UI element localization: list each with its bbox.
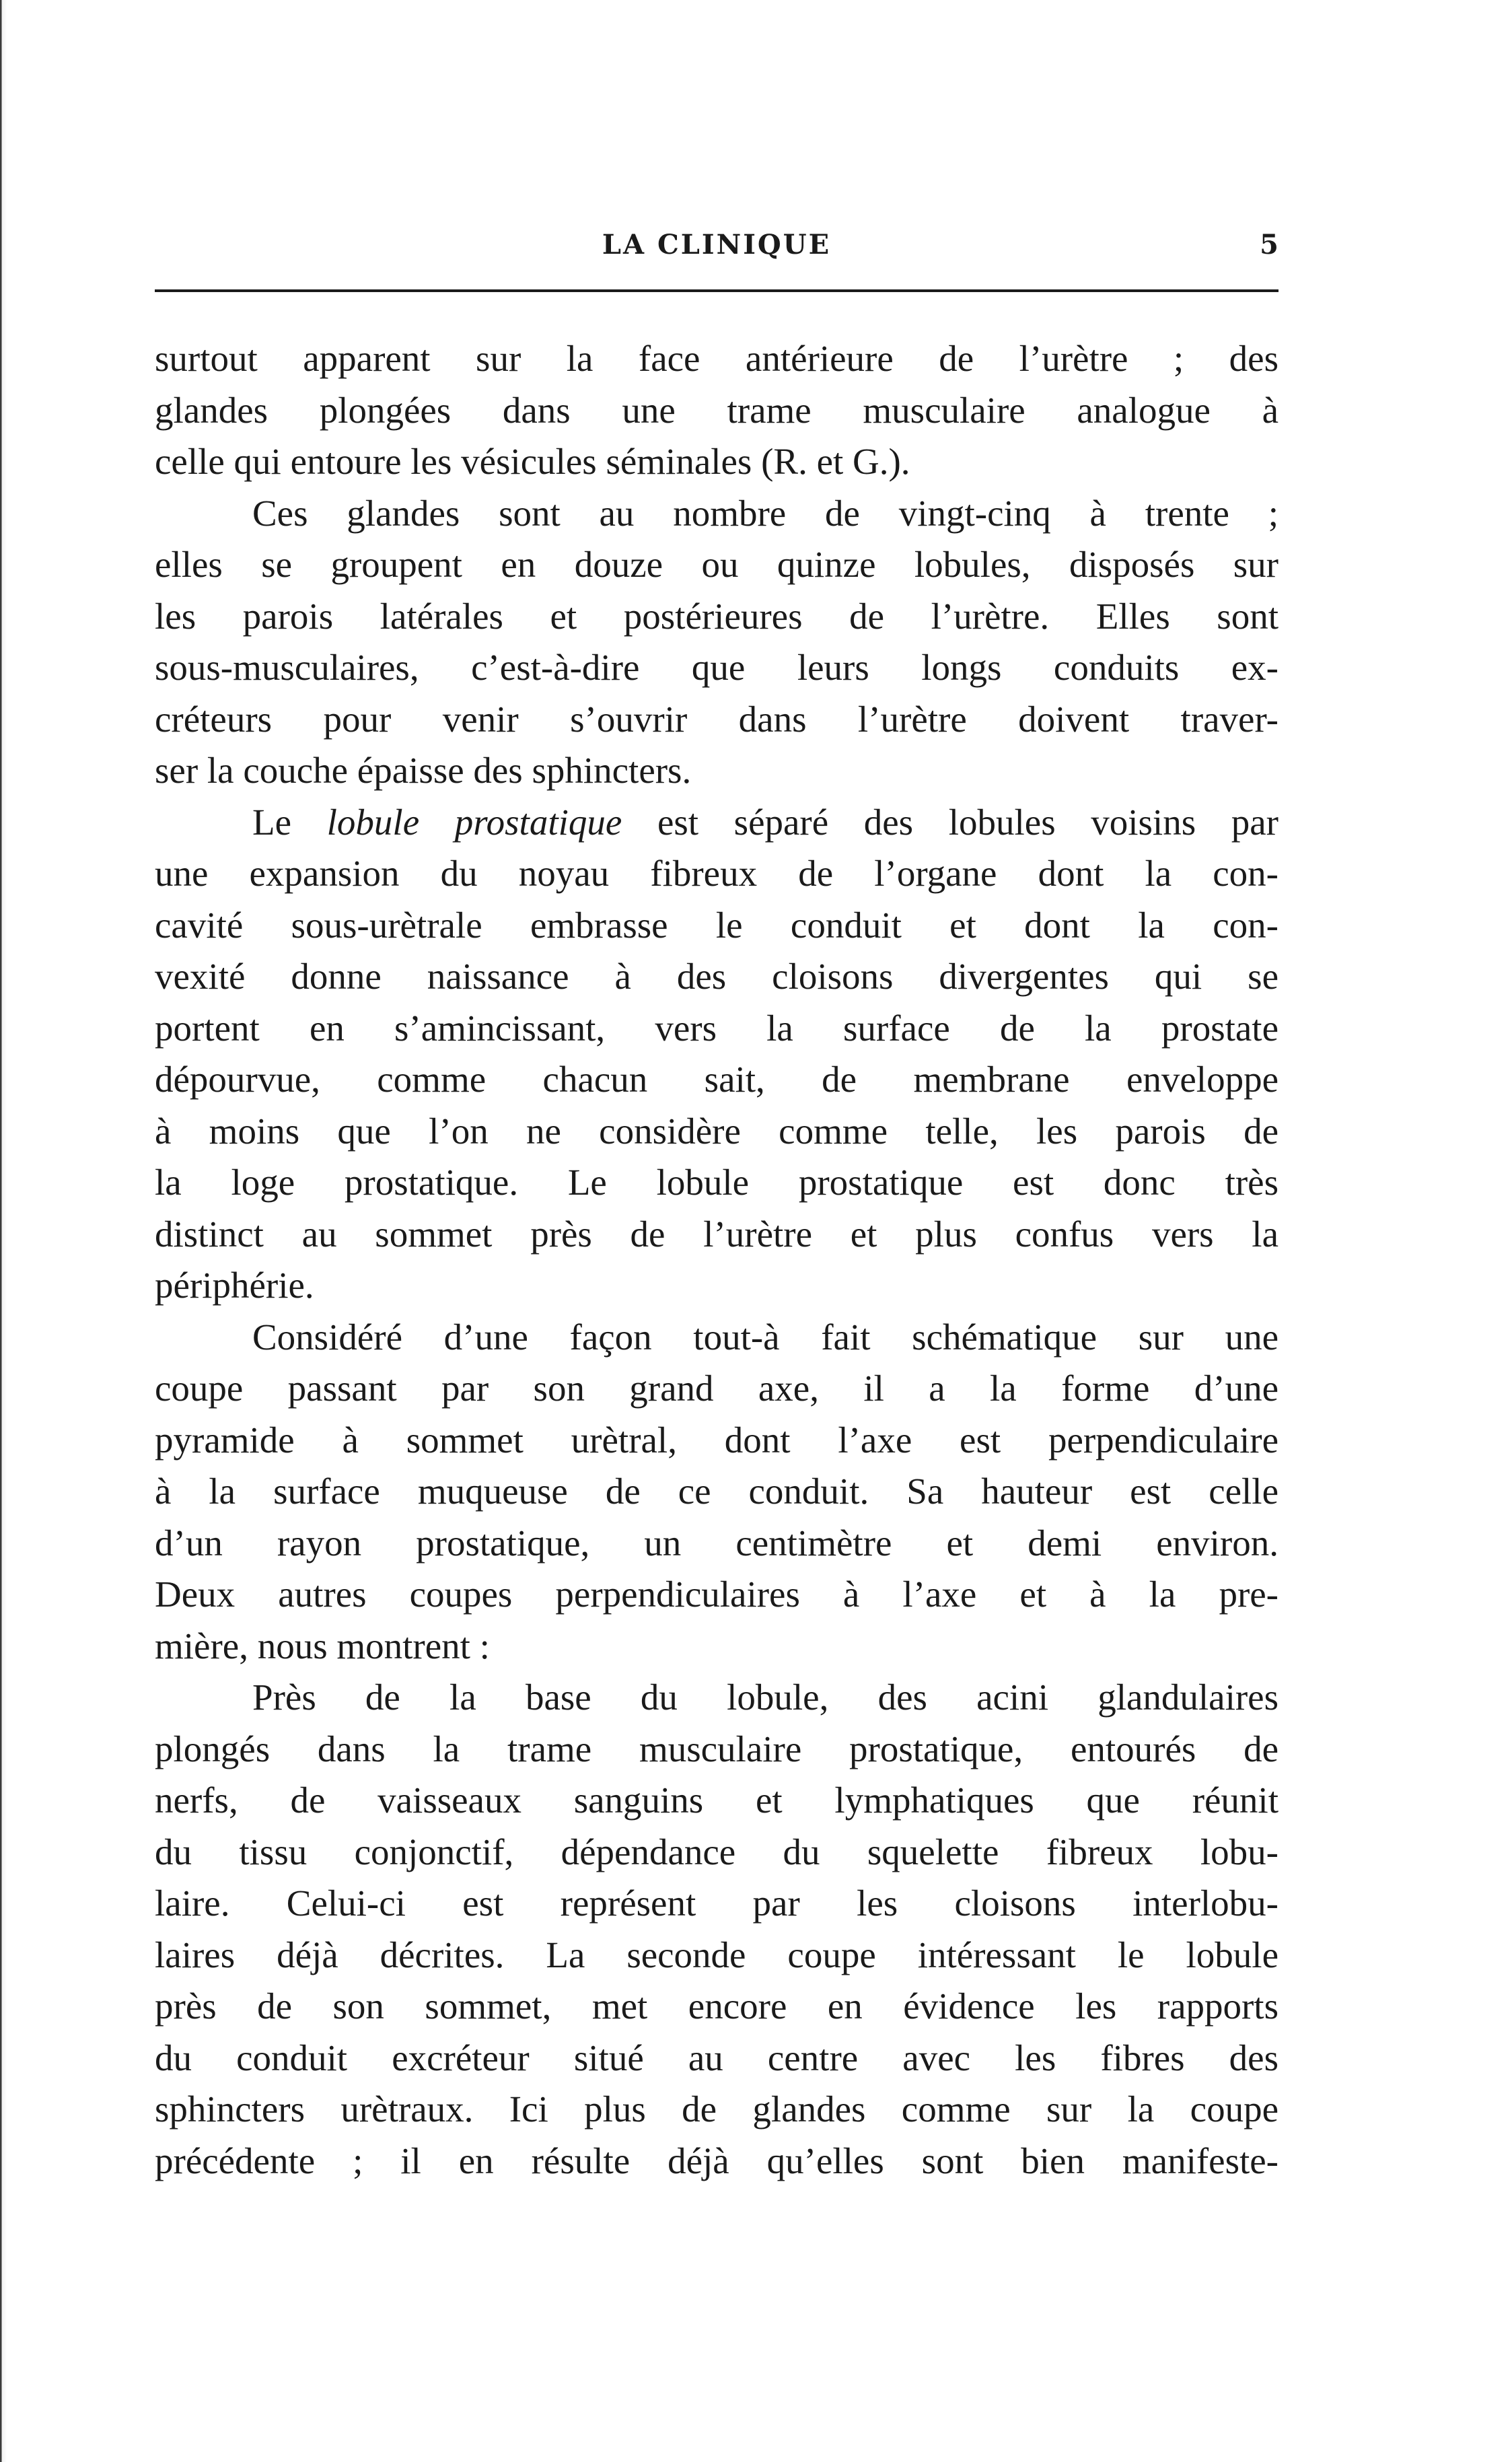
italic-term: lobule prostatique [326, 801, 622, 843]
text-line: périphérie. [155, 1265, 314, 1306]
text-line: vexité donne naissance à des cloisons divergentes qui se [155, 956, 1279, 997]
text-line: sous-musculaires, c’est-à-dire que leurs longs conduits ex- [155, 647, 1279, 688]
text-line: elles se groupent en douze ou quinze lobules, disposés sur [155, 544, 1279, 585]
text-line: Deux autres coupes perpendiculaires à l’axe et à la pre- [155, 1574, 1279, 1615]
text-line: du tissu conjonctif, dépendance du squelette fibreux lobu- [155, 1831, 1279, 1872]
text-line: d’un rayon prostatique, un centimètre et demi environ. [155, 1522, 1279, 1563]
text-line: Considéré d’une façon tout-à fait schématique sur une [252, 1316, 1279, 1358]
scan-edge [0, 0, 7, 2462]
text-line: laire. Celui-ci est représent par les cloisons interlobu- [155, 1883, 1279, 1924]
text-run: est séparé des lobules voisins par [622, 801, 1279, 843]
text-line: une expansion du noyau fibreux de l’organe dont la con- [155, 853, 1279, 894]
text-line: créteurs pour venir s’ouvrir dans l’urètre doivent traver- [155, 698, 1279, 740]
text-line: laires déjà décrites. La seconde coupe intéressant le lobule [155, 1934, 1279, 1975]
header-rule [155, 289, 1279, 292]
body-text [155, 333, 1279, 2187]
text-line: plongés dans la trame musculaire prostatique, entourés de [155, 1728, 1279, 1769]
text-line: les parois latérales et postérieures de l’urètre. Elles sont [155, 595, 1279, 637]
text-line: celle qui entoure les vésicules séminales (R. et G.). [155, 441, 910, 482]
running-title: LA CLINIQUE [602, 229, 832, 260]
text-line: dépourvue, comme chacun sait, de membrane enveloppe [155, 1059, 1279, 1100]
text-line: glandes plongées dans une trame musculaire analogue à [155, 389, 1279, 431]
text-run: Le [252, 801, 327, 843]
text-line: Ces glandes sont au nombre de vingt-cinq à trente ; [252, 492, 1279, 534]
text-line: près de son sommet, met encore en évidence les rapports [155, 1985, 1279, 2027]
text-line: la loge prostatique. Le lobule prostatique est donc très [155, 1162, 1279, 1203]
text-line: surtout apparent sur la face antérieure de l’urètre ; des [155, 338, 1279, 379]
text-line: à la surface muqueuse de ce conduit. Sa hauteur est celle [155, 1471, 1279, 1512]
text-line: précédente ; il en résulte déjà qu’elles sont bien manifeste- [155, 2140, 1279, 2181]
text-line: du conduit excréteur situé au centre avec les fibres des [155, 2037, 1279, 2078]
text-line: Près de la base du lobule, des acini glandulaires [252, 1677, 1279, 1718]
page-number: 5 [1260, 229, 1279, 260]
text-line: pyramide à sommet urètral, dont l’axe est perpendiculaire [155, 1419, 1279, 1461]
text-line: sphincters urètraux. Ici plus de glandes comme sur la coupe [155, 2088, 1279, 2130]
text-line: portent en s’amincissant, vers la surface de la prostate [155, 1007, 1279, 1049]
book-page [155, 0, 1279, 2462]
running-head [155, 229, 1279, 269]
text-line: mière, nous montrent : [155, 1625, 490, 1666]
text-line: ser la couche épaisse des sphincters. [155, 750, 692, 791]
text-line: coupe passant par son grand axe, il a la forme d’une [155, 1368, 1279, 1409]
text-line: à moins que l’on ne considère comme telle, les parois de [155, 1110, 1279, 1152]
text-line: cavité sous-urètrale embrasse le conduit et dont la con- [155, 904, 1279, 946]
text-line [155, 797, 1279, 849]
text-line: distinct au sommet près de l’urètre et plus confus vers la [155, 1213, 1279, 1255]
text-line: nerfs, de vaisseaux sanguins et lymphatiques que réunit [155, 1780, 1279, 1821]
